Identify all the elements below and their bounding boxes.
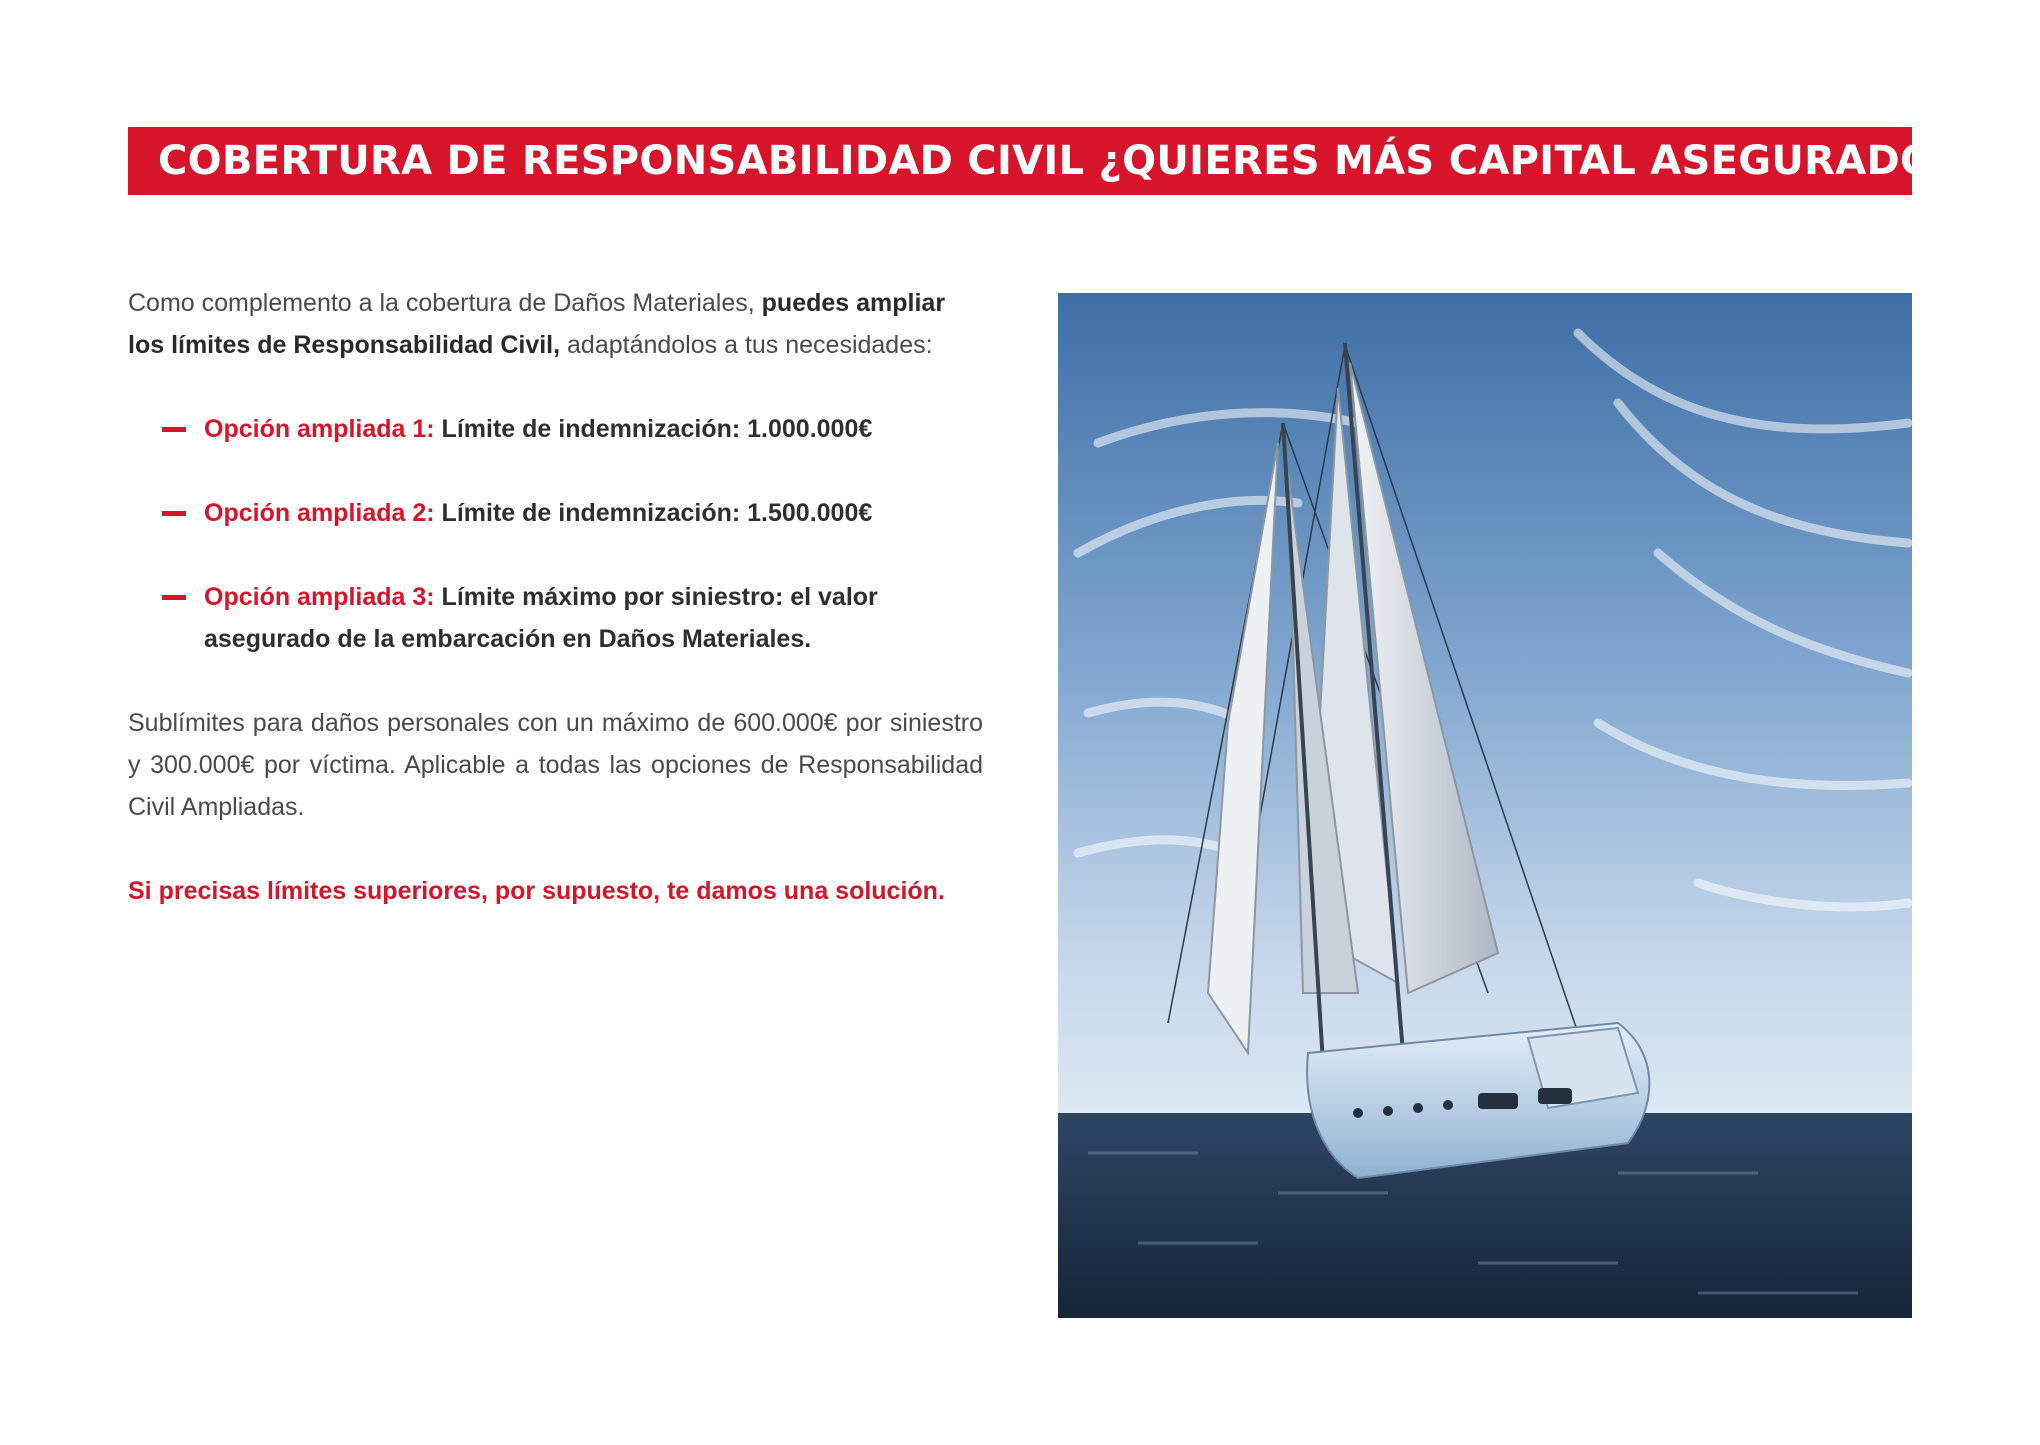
intro-bold-text: puedes ampliar los límites de Responsabilidad Civil, xyxy=(128,289,946,359)
sailboat-illustration xyxy=(1058,293,1912,1318)
page-title: COBERTURA DE RESPONSABILIDAD CIVIL ¿QUIERES MÁS CAPITAL ASEGURADO? xyxy=(158,138,1958,184)
dash-bullet-icon xyxy=(162,595,186,600)
option-label: Opción ampliada 3: xyxy=(204,583,435,611)
content-column xyxy=(128,282,983,912)
sailboat-photo xyxy=(1058,293,1912,1318)
sublimits-paragraph: Sublímites para daños personales con un máximo de 600.000€ por siniestro y 300.000€ por víctima. Aplicable a todas las opciones de Responsabilidad Civil Ampliadas. xyxy=(128,709,983,821)
option-text: Límite de indemnización: 1.500.000€ xyxy=(434,499,873,527)
title-banner xyxy=(128,127,1958,195)
option-item-3 xyxy=(128,576,983,660)
option-item-1 xyxy=(128,408,983,450)
options-list xyxy=(128,408,983,660)
closing-statement: Si precisas límites superiores, por supuesto, te damos una solución. xyxy=(128,877,945,905)
intro-text: Como complemento a la cobertura de Daños Materiales, xyxy=(128,289,762,317)
option-item-2 xyxy=(128,492,983,534)
dash-bullet-icon xyxy=(162,427,186,432)
option-label: Opción ampliada 2: xyxy=(204,499,435,527)
option-text: Límite máximo por siniestro: el valor asegurado de la embarcación en Daños Materiales. xyxy=(204,583,878,653)
option-label: Opción ampliada 1: xyxy=(204,415,435,443)
intro-paragraph xyxy=(128,282,983,366)
option-text: Límite de indemnización: 1.000.000€ xyxy=(434,415,873,443)
dash-bullet-icon xyxy=(162,511,186,516)
intro-text-end: adaptándolos a tus necesidades: xyxy=(560,331,933,359)
